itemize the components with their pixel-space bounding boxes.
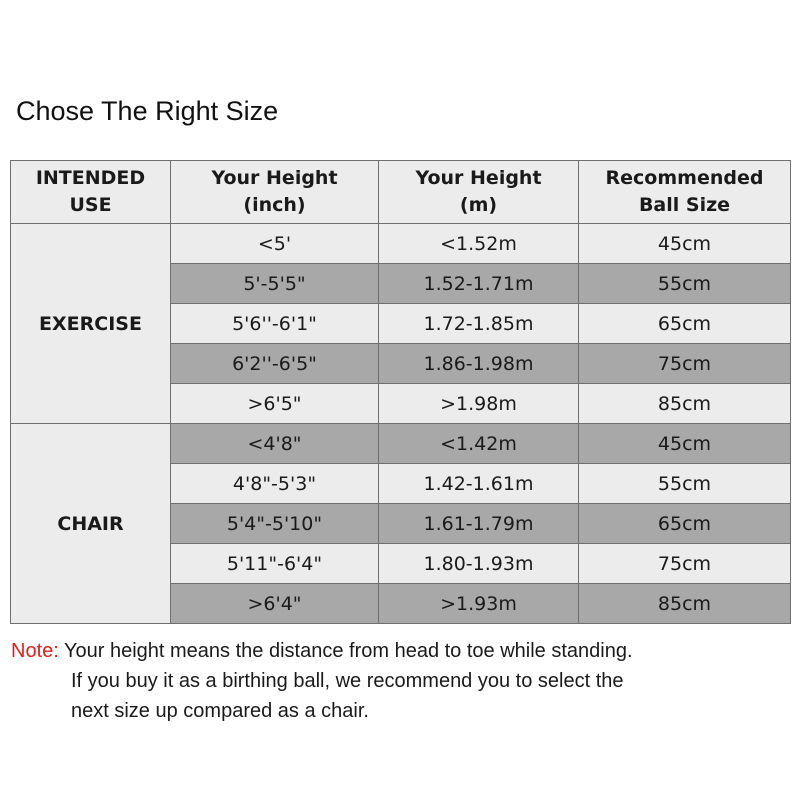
ball-size-cell: 55cm <box>579 464 791 504</box>
group-label-chair: CHAIR <box>11 424 171 624</box>
ball-size-cell: 45cm <box>579 424 791 464</box>
ball-size-cell: 85cm <box>579 584 791 624</box>
height-inch-cell: 5'11"-6'4" <box>171 544 379 584</box>
height-m-cell: 1.42-1.61m <box>379 464 579 504</box>
height-inch-cell: >6'5" <box>171 384 379 424</box>
ball-size-cell: 65cm <box>579 304 791 344</box>
note-text: Your height means the distance from head to toe while standing. <box>58 640 633 662</box>
height-inch-cell: 4'8"-5'3" <box>171 464 379 504</box>
height-inch-cell: 5'4"-5'10" <box>171 504 379 544</box>
size-chart-table <box>10 160 791 624</box>
header-text: USE <box>69 194 112 216</box>
header-row <box>11 161 791 224</box>
height-inch-cell: 5'-5'5" <box>171 264 379 304</box>
note-line-2: If you buy it as a birthing ball, we recommend you to select the <box>71 670 624 692</box>
height-inch-cell: 6'2''-6'5" <box>171 344 379 384</box>
height-m-cell: >1.98m <box>379 384 579 424</box>
height-m-cell: 1.72-1.85m <box>379 304 579 344</box>
height-m-cell: 1.52-1.71m <box>379 264 579 304</box>
header-text: Your Height <box>211 167 338 189</box>
table-row <box>11 424 791 464</box>
ball-size-cell: 75cm <box>579 544 791 584</box>
table-row <box>11 224 791 264</box>
height-inch-cell: <4'8" <box>171 424 379 464</box>
ball-size-cell: 85cm <box>579 384 791 424</box>
height-m-cell: <1.52m <box>379 224 579 264</box>
header-text: (m) <box>459 194 498 216</box>
group-label-exercise: EXERCISE <box>11 224 171 424</box>
page-title: Chose The Right Size <box>16 96 279 126</box>
ball-size-cell: 55cm <box>579 264 791 304</box>
ball-size-cell: 75cm <box>579 344 791 384</box>
height-m-cell: <1.42m <box>379 424 579 464</box>
height-m-cell: >1.93m <box>379 584 579 624</box>
height-inch-cell: >6'4" <box>171 584 379 624</box>
note-line-1 <box>11 636 791 666</box>
ball-size-cell: 45cm <box>579 224 791 264</box>
header-text: INTENDED <box>35 167 146 189</box>
header-text: Ball Size <box>638 194 731 216</box>
header-text: Recommended <box>605 167 764 189</box>
ball-size-cell: 65cm <box>579 504 791 544</box>
header-height-inch <box>171 161 379 224</box>
height-m-cell: 1.61-1.79m <box>379 504 579 544</box>
note-line-3: next size up compared as a chair. <box>71 700 369 722</box>
header-text: (inch) <box>243 194 306 216</box>
note-block <box>11 636 791 726</box>
note-label: Note: <box>11 640 59 662</box>
header-ball-size <box>579 161 791 224</box>
header-text: Your Height <box>415 167 542 189</box>
height-inch-cell: 5'6''-6'1" <box>171 304 379 344</box>
header-intended-use <box>11 161 171 224</box>
height-inch-cell: <5' <box>171 224 379 264</box>
header-height-m <box>379 161 579 224</box>
height-m-cell: 1.86-1.98m <box>379 344 579 384</box>
height-m-cell: 1.80-1.93m <box>379 544 579 584</box>
